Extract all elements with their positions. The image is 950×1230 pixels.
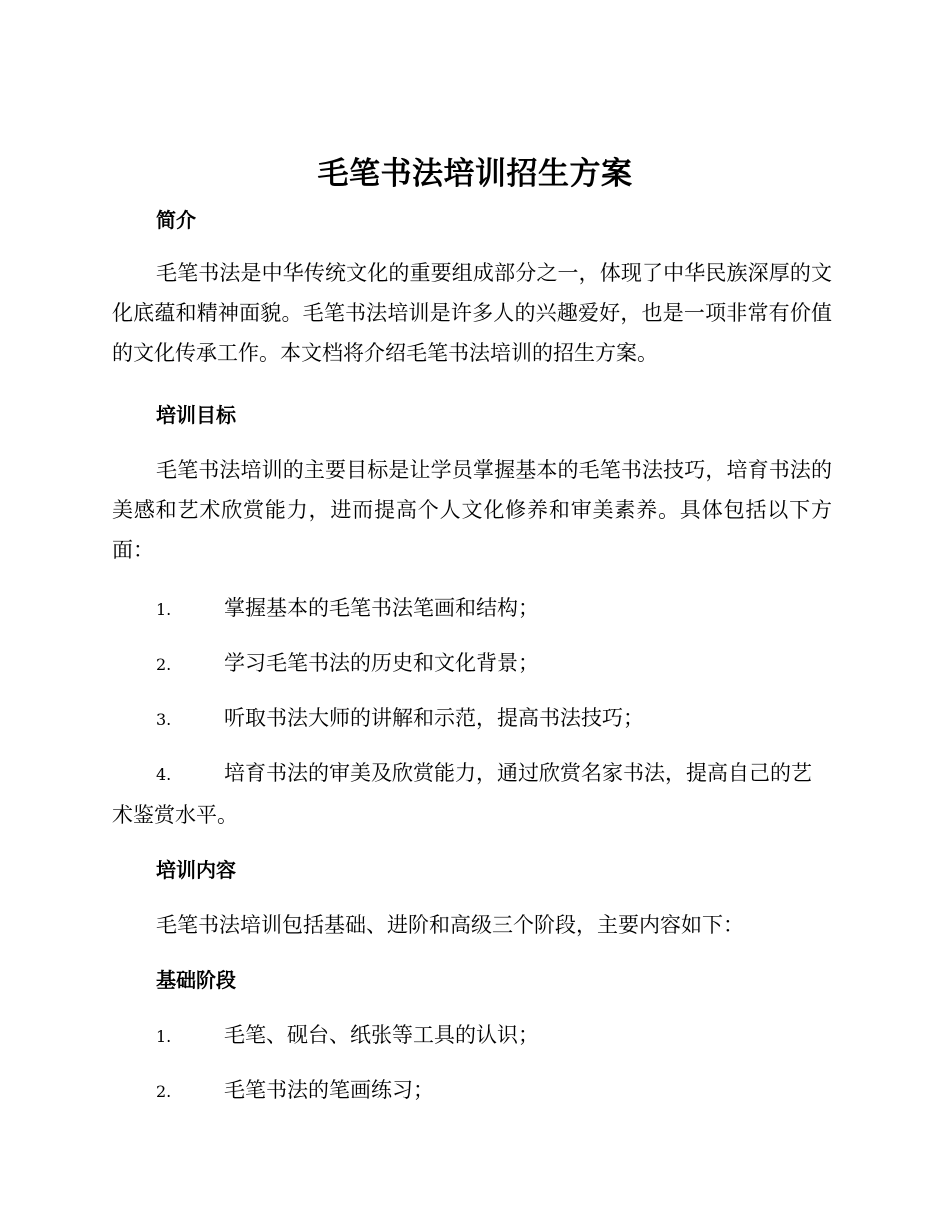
list-number: 1. <box>156 1027 172 1046</box>
goals-paragraph: 毛笔书法培训的主要目标是让学员掌握基本的毛笔书法技巧，培育书法的美感和艺术欣赏能力，进而提高个人文化修养和审美素养。具体包括以下方面： <box>112 458 832 562</box>
list-item <box>112 643 832 685</box>
list-number: 4. <box>156 765 172 784</box>
intro-paragraph: 毛笔书法是中华传统文化的重要组成部分之一，体现了中华民族深厚的文化底蕴和精神面貌。毛笔书法培训是许多人的兴趣爱好，也是一项非常有价值的文化传承工作。本文档将介绍毛笔书法培训的招生方案。 <box>112 261 832 365</box>
list-text: 学习毛笔书法的历史和文化背景； <box>224 651 539 675</box>
list-item <box>112 1070 832 1112</box>
section-heading-basic: 基础阶段 <box>156 968 236 992</box>
list-text: 毛笔书法的笔画练习； <box>224 1078 434 1102</box>
section-heading-intro: 简介 <box>156 208 196 232</box>
list-item <box>112 588 832 630</box>
document-title: 毛笔书法培训招生方案 <box>317 156 633 192</box>
content-paragraph: 毛笔书法培训包括基础、进阶和高级三个阶段，主要内容如下： <box>156 913 744 937</box>
list-number: 2. <box>156 1082 172 1101</box>
list-number: 1. <box>156 600 172 619</box>
list-item <box>112 753 832 835</box>
list-text: 听取书法大师的讲解和示范，提高书法技巧； <box>224 706 644 730</box>
list-number: 3. <box>156 710 172 729</box>
list-number: 2. <box>156 655 172 674</box>
list-text: 毛笔、砚台、纸张等工具的认识； <box>224 1023 539 1047</box>
list-text: 掌握基本的毛笔书法笔画和结构； <box>224 596 539 620</box>
list-item <box>112 698 832 740</box>
section-heading-content: 培训内容 <box>156 858 236 882</box>
section-heading-goals: 培训目标 <box>156 403 236 427</box>
list-text: 培育书法的审美及欣赏能力，通过欣赏名家书法，提高自己的艺术鉴赏水平。 <box>112 761 812 827</box>
list-item <box>112 1015 832 1057</box>
